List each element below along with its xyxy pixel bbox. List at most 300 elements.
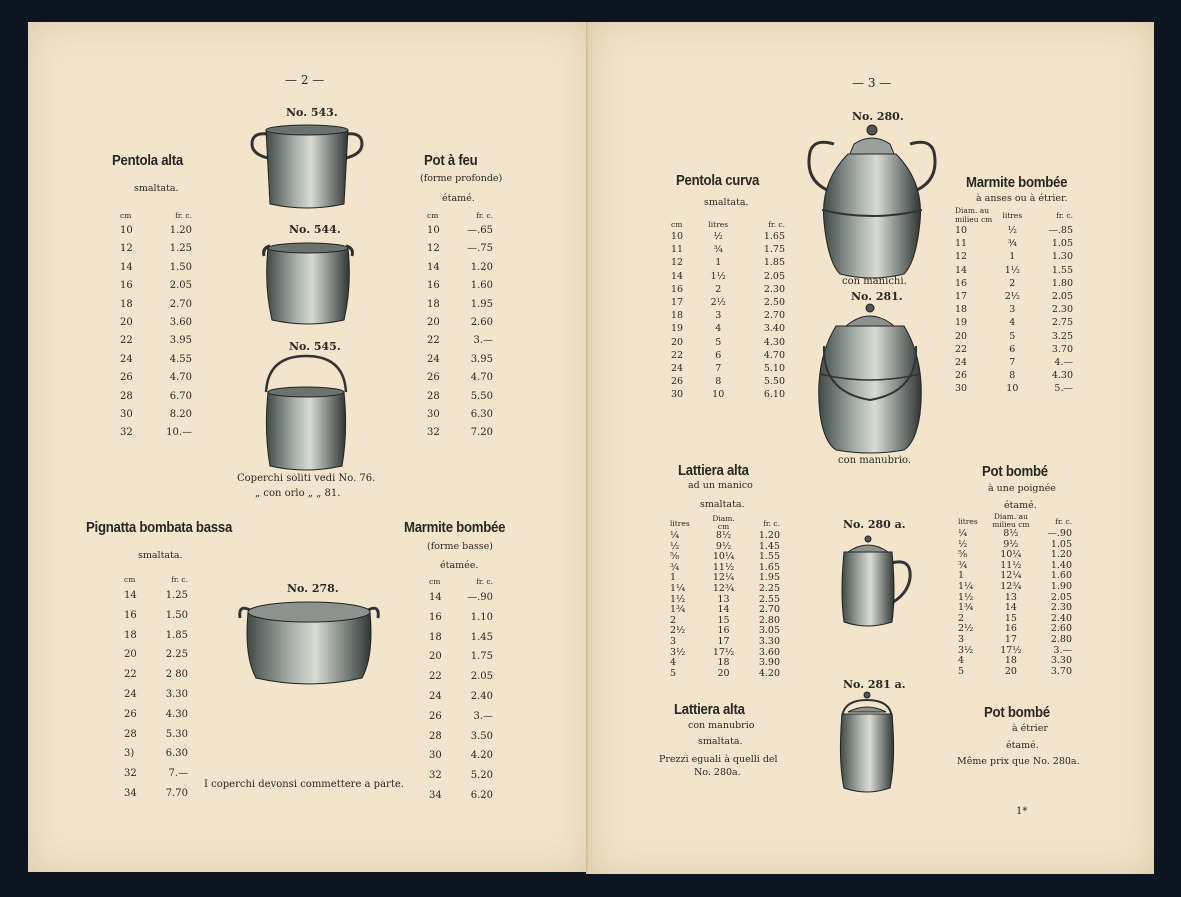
table-cell: 8.20 [169, 409, 192, 421]
table-row [429, 766, 493, 786]
table-cell: 18 [429, 631, 442, 643]
table-cell: 16 [427, 280, 440, 292]
table-row [955, 264, 1073, 277]
table-cell: 1.55 [758, 551, 780, 563]
lattiera-alta-subtitle: ad un manico [688, 480, 753, 491]
table-row [671, 375, 785, 388]
col-header: fr. c. [476, 211, 493, 220]
table-cell: 3.30 [1050, 655, 1072, 667]
table-cell: ⅝ [958, 549, 968, 561]
table-cell: 18 [120, 298, 133, 310]
table-cell: 14 [717, 604, 730, 616]
table-cell: 2.30 [763, 283, 785, 295]
table-cell: 5.30 [165, 728, 188, 740]
table-cell: 5 [958, 665, 965, 677]
table-cell: 24 [124, 688, 137, 700]
table-cell: 7.70 [165, 787, 188, 799]
table-cell: 3.60 [169, 317, 192, 329]
col-header: Diam. au milieu cm [955, 206, 993, 224]
table-cell: 12 [955, 251, 968, 263]
table-cell: 13 [717, 593, 730, 605]
table-row [955, 237, 1073, 250]
marmite-basse-subtitle: (forme basse) [427, 541, 493, 552]
table-cell: 10 [120, 225, 133, 236]
table-row [120, 222, 192, 240]
marmite-anses-subtitle: à anses ou à étrier. [976, 193, 1068, 204]
table-cell: 20 [429, 651, 442, 663]
pot-a-feu-title: Pot à feu [424, 152, 478, 169]
table-cell: 1.20 [1050, 549, 1072, 561]
table-row [955, 369, 1073, 382]
table-cell: 16 [120, 280, 133, 292]
table-row [429, 786, 493, 806]
catalog-number-544: No. 544. [289, 223, 341, 236]
table-cell: 2.25 [165, 649, 188, 661]
table-cell: 2.70 [758, 604, 780, 616]
table-cell: 2½ [958, 623, 974, 635]
table-row [955, 290, 1073, 303]
table-row [670, 584, 780, 595]
table-row [671, 362, 785, 375]
table-cell: 18 [955, 304, 968, 316]
table-row [120, 277, 192, 295]
table-row [955, 382, 1073, 395]
catalog-number-281a: No. 281 a. [843, 678, 906, 691]
table-cell: 3.30 [165, 688, 188, 700]
table-cell: 2.60 [1050, 623, 1072, 635]
footer-note: I coperchi devonsi commettere a parte. [204, 779, 404, 790]
table-row [124, 764, 188, 784]
table-cell: 14 [1004, 602, 1017, 614]
table-cell: 6.20 [470, 789, 493, 801]
table-cell: 22 [429, 671, 442, 683]
catalog-number-545: No. 545. [289, 340, 341, 353]
table-cell: 2.40 [470, 690, 493, 702]
table-cell: 14 [955, 264, 968, 276]
table-cell: 3.05 [758, 625, 780, 637]
table-cell: ⅝ [670, 551, 680, 563]
table-cell: 1 [1009, 251, 1016, 263]
table-cell: 2½ [710, 297, 726, 309]
table-row [124, 626, 188, 646]
catalog-number-280: No. 280. [852, 110, 904, 123]
table-cell: 24 [955, 357, 968, 369]
table-cell: ½ [958, 538, 968, 550]
table-row [429, 608, 493, 628]
col-header: litres [958, 516, 978, 526]
table-cell: 15 [1004, 612, 1017, 624]
table-cell: 6.30 [165, 748, 188, 760]
table-row [958, 529, 1072, 540]
caption-manubrio: con manubrio. [838, 455, 911, 466]
catalog-number-278: No. 278. [287, 582, 339, 595]
table-cell: 24 [429, 690, 442, 702]
table-cell: 1.65 [758, 561, 780, 573]
table-cell: 15 [717, 614, 730, 626]
table-cell: 17 [1004, 633, 1017, 645]
table-row [124, 586, 188, 606]
table-row [427, 406, 493, 424]
table-cell: 1½ [710, 270, 726, 282]
table-cell: 17 [955, 291, 968, 303]
table-row [955, 316, 1073, 329]
table-cell: 18 [671, 310, 684, 322]
table-cell: 1.20 [169, 225, 192, 236]
table-cell: 1.20 [470, 261, 493, 273]
table-cell: 30 [427, 409, 440, 421]
table-cell: 20 [1004, 665, 1017, 677]
table-cell: 2.75 [1051, 317, 1073, 329]
table-cell: 17 [717, 635, 730, 647]
table-cell: 30 [955, 383, 968, 395]
pot-a-feu-subtitle-2: étamé. [442, 193, 475, 204]
table-cell: 3.30 [758, 635, 780, 647]
table-cell: 3.95 [169, 335, 192, 347]
table-cell: 1.05 [1050, 538, 1072, 550]
table-cell: 1.30 [1051, 251, 1073, 263]
table-row [124, 744, 188, 764]
pignatta-price-table [124, 574, 188, 804]
table-row [120, 369, 192, 387]
table-cell: 4.20 [758, 667, 780, 679]
table-row [955, 330, 1073, 343]
table-cell: 3.— [1053, 644, 1072, 656]
table-row [124, 784, 188, 804]
table-cell: 5.50 [763, 376, 785, 388]
table-cell: 14 [671, 270, 684, 282]
table-row [427, 332, 493, 350]
table-cell: —.90 [1047, 528, 1072, 539]
pot-278-illustration [236, 596, 382, 690]
table-cell: 16 [671, 283, 684, 295]
table-cell: 1½ [670, 593, 686, 605]
table-cell: 20 [124, 649, 137, 661]
marmite-basse-title: Marmite bombée [404, 519, 506, 536]
table-cell: 4.70 [169, 372, 192, 384]
table-cell: 1.80 [1051, 277, 1073, 289]
table-cell: 17½ [1000, 644, 1022, 656]
table-cell: 3.— [473, 335, 493, 347]
table-row [429, 667, 493, 687]
table-cell: 26 [124, 708, 137, 720]
table-cell: 20 [120, 317, 133, 329]
table-row [958, 635, 1072, 646]
table-cell: 26 [427, 372, 440, 384]
table-cell: 9½ [1003, 538, 1019, 550]
table-cell: 3 [1009, 304, 1016, 316]
table-row [120, 332, 192, 350]
table-cell: 26 [671, 376, 684, 388]
table-cell: 18 [427, 298, 440, 310]
table-cell: 12¾ [712, 582, 735, 594]
table-cell: 6.10 [763, 389, 785, 401]
table-row [671, 322, 785, 335]
table-cell: 5 [1009, 330, 1016, 342]
table-cell: 30 [429, 750, 442, 762]
table-row [124, 725, 188, 745]
table-row [671, 309, 785, 322]
table-cell: 2 [715, 283, 722, 295]
table-cell: 11 [671, 244, 684, 256]
table-cell: 1.60 [1050, 570, 1072, 582]
table-cell: 24 [671, 363, 684, 375]
table-cell: 1.95 [758, 572, 780, 584]
table-cell: 6 [715, 349, 722, 361]
table-row [955, 224, 1073, 237]
table-cell: 8½ [1003, 528, 1019, 539]
table-cell: 7 [715, 363, 722, 375]
table-row [427, 351, 493, 369]
table-cell: 12 [120, 243, 133, 255]
col-header: Diam. au milieu cm [992, 512, 1030, 529]
table-cell: 26 [120, 372, 133, 384]
pot-etrier-note: Même prix que No. 280a. [957, 756, 1080, 767]
table-row [955, 277, 1073, 290]
table-cell: 16 [717, 625, 730, 637]
table-cell: 4.— [1054, 357, 1073, 369]
table-cell: 10 [1006, 383, 1019, 395]
col-header: litres [1002, 210, 1023, 220]
col-header: litres [670, 518, 690, 528]
table-row [427, 424, 493, 442]
table-row [120, 351, 192, 369]
table-cell: 1.25 [169, 243, 192, 255]
table-row [955, 303, 1073, 316]
col-header: cm [427, 211, 439, 220]
table-cell: 3.95 [470, 353, 493, 365]
table-row [429, 647, 493, 667]
table-cell: 3.60 [758, 646, 780, 658]
table-row [124, 606, 188, 626]
table-cell: 10 [671, 231, 684, 242]
table-cell: 7 [1009, 357, 1016, 369]
table-cell: 26 [429, 710, 442, 722]
pentola-alta-subtitle: smaltata. [134, 183, 179, 194]
table-row [427, 369, 493, 387]
table-cell: 16 [955, 277, 968, 289]
table-cell: 2 [958, 612, 965, 624]
table-row [671, 243, 785, 256]
page-number-left: — 2 — [285, 73, 325, 87]
table-cell: 4 [715, 323, 722, 335]
table-cell: 1.75 [763, 244, 785, 256]
table-cell: 32 [429, 770, 442, 782]
table-cell: 28 [429, 730, 442, 742]
table-cell: 32 [124, 768, 137, 780]
caption-manichi: con manichi. [842, 276, 907, 287]
table-cell: 1¾ [670, 604, 686, 616]
table-row [671, 388, 785, 401]
table-cell: 1.25 [165, 590, 188, 601]
table-row [955, 250, 1073, 263]
table-cell: 1.85 [763, 257, 785, 269]
table-cell: 1.75 [470, 651, 493, 663]
table-cell: 18 [124, 629, 137, 641]
table-cell: 2.30 [1051, 304, 1073, 316]
table-cell: 17½ [712, 646, 735, 658]
col-header: cm [429, 577, 441, 586]
table-cell: 2.05 [470, 671, 493, 683]
lattiera-manubrio-note-2: No. 280a. [694, 767, 741, 778]
pentola-curva-title: Pentola curva [676, 172, 760, 189]
table-cell: 4.70 [763, 349, 785, 361]
table-cell: 3.25 [1051, 330, 1073, 342]
table-cell: 1 [958, 570, 965, 582]
table-cell: 6 [1009, 343, 1016, 355]
table-row [120, 296, 192, 314]
table-cell: 26 [955, 370, 968, 382]
pignatta-title: Pignatta bombata bassa [86, 519, 233, 536]
table-row [120, 424, 192, 442]
pentola-alta-title: Pentola alta [112, 152, 183, 169]
table-cell: 4.30 [1051, 370, 1073, 382]
table-row [429, 727, 493, 747]
pot-281a-illustration [834, 690, 900, 798]
table-cell: 1 [670, 572, 677, 584]
lattiera-alta-title: Lattiera alta [678, 462, 749, 479]
table-cell: ¾ [1007, 238, 1017, 250]
table-cell: 5.50 [470, 390, 493, 402]
table-cell: 1.45 [470, 631, 493, 643]
table-cell: 3.40 [763, 323, 785, 335]
table-cell: 5 [670, 667, 677, 679]
table-cell: ½ [670, 540, 680, 552]
table-cell: 8½ [715, 530, 732, 541]
table-cell: 1.65 [763, 231, 785, 242]
table-cell: 34 [429, 789, 442, 801]
table-cell: 30 [671, 389, 684, 401]
table-row [124, 705, 188, 725]
table-cell: 14 [120, 261, 133, 273]
table-cell: 1.50 [165, 609, 188, 621]
col-header: fr. c. [1055, 516, 1072, 526]
table-cell: 2.55 [758, 593, 780, 605]
table-cell: 1.20 [758, 530, 780, 541]
table-row [427, 222, 493, 240]
table-cell: 3.50 [470, 730, 493, 742]
table-cell: 11½ [1000, 559, 1022, 571]
table-cell: 30 [120, 409, 133, 421]
table-row [120, 314, 192, 332]
table-cell: 14 [427, 261, 440, 273]
pot-543-illustration [248, 120, 366, 212]
table-cell: 3) [124, 748, 135, 760]
pot-280-illustration [804, 122, 940, 280]
lattiera-manubrio-note-1: Prezzi eguali à quelli del [659, 754, 778, 765]
table-row [670, 531, 780, 542]
table-cell: 10 [955, 225, 968, 236]
table-cell: 2.50 [763, 297, 785, 309]
table-row [670, 669, 780, 680]
table-cell: 24 [120, 353, 133, 365]
table-cell: 1 [715, 257, 722, 269]
table-cell: 22 [955, 343, 968, 355]
table-cell: 2½ [670, 625, 686, 637]
col-header: cm [671, 220, 683, 229]
col-header: fr. c. [476, 577, 493, 586]
table-cell: 13 [1004, 591, 1017, 603]
table-cell: 1.90 [1050, 580, 1072, 592]
col-header: Diam. cm [712, 514, 735, 531]
table-cell: ¾ [670, 561, 680, 573]
table-row [671, 336, 785, 349]
table-cell: 1.50 [169, 261, 192, 273]
table-row [427, 388, 493, 406]
table-cell: 5.10 [763, 363, 785, 375]
marmite-anses-title: Marmite bombée [966, 174, 1068, 191]
table-cell: 5.— [1054, 383, 1073, 395]
pot-etrier-subtitle: à étrier [1012, 723, 1048, 734]
table-row [427, 277, 493, 295]
table-cell: —.75 [467, 243, 493, 255]
table-cell: 2.05 [763, 270, 785, 282]
table-cell: 4 [958, 655, 965, 667]
table-cell: 3 [670, 635, 677, 647]
table-cell: 2.40 [1050, 612, 1072, 624]
table-cell: 19 [955, 317, 968, 329]
table-row [671, 270, 785, 283]
table-row [124, 685, 188, 705]
table-row [958, 667, 1072, 678]
table-cell: 16 [1004, 623, 1017, 635]
table-row [120, 406, 192, 424]
table-cell: ¼ [958, 528, 968, 539]
table-cell: 8 [1009, 370, 1016, 382]
table-cell: 4.20 [470, 750, 493, 762]
table-cell: ¾ [713, 244, 723, 256]
table-cell: 3½ [958, 644, 974, 656]
lattiera-alta-price-table [670, 515, 780, 679]
pot-281-illustration [816, 302, 924, 454]
table-cell: 2½ [1004, 291, 1020, 303]
table-cell: 4.30 [763, 336, 785, 348]
pot-bombe-price-table [958, 513, 1072, 677]
pot-etrier-title: Pot bombé [984, 704, 1050, 721]
table-cell: 12¼ [712, 572, 735, 584]
table-cell: 2.05 [1051, 291, 1073, 303]
pot-a-feu-subtitle: (forme profonde) [420, 173, 503, 184]
pot-bombe-subtitle-2: étamé. [1004, 500, 1037, 511]
table-cell: 32 [427, 427, 440, 439]
table-cell: 2.80 [1050, 633, 1072, 645]
catalog-number-281: No. 281. [851, 290, 903, 303]
table-cell: 1½ [958, 591, 974, 603]
table-cell: 1¾ [958, 602, 974, 614]
pot-etrier-subtitle-2: étamé. [1006, 740, 1039, 751]
col-header: cm [120, 211, 132, 220]
table-row [429, 687, 493, 707]
table-cell: 2 [670, 614, 677, 626]
table-row [427, 314, 493, 332]
table-cell: 1.60 [470, 280, 493, 292]
pot-bombe-title: Pot bombé [982, 463, 1048, 480]
table-row [670, 637, 780, 648]
table-cell: ¾ [958, 559, 968, 571]
pentola-alta-price-table [120, 210, 192, 443]
col-header: fr. c. [175, 211, 192, 220]
table-row [120, 240, 192, 258]
table-cell: 1.95 [470, 298, 493, 310]
table-cell: 1.45 [758, 540, 780, 552]
table-row [671, 296, 785, 309]
table-cell: 1¼ [670, 582, 686, 594]
table-cell: 1.40 [1050, 559, 1072, 571]
page-number-right: — 3 — [852, 76, 892, 90]
catalog-number-280a: No. 280 a. [843, 518, 906, 531]
table-cell: 12¼ [1000, 570, 1022, 582]
lattiera-manubrio-subtitle-2: smaltata. [698, 736, 743, 747]
table-cell: 17 [671, 297, 684, 309]
